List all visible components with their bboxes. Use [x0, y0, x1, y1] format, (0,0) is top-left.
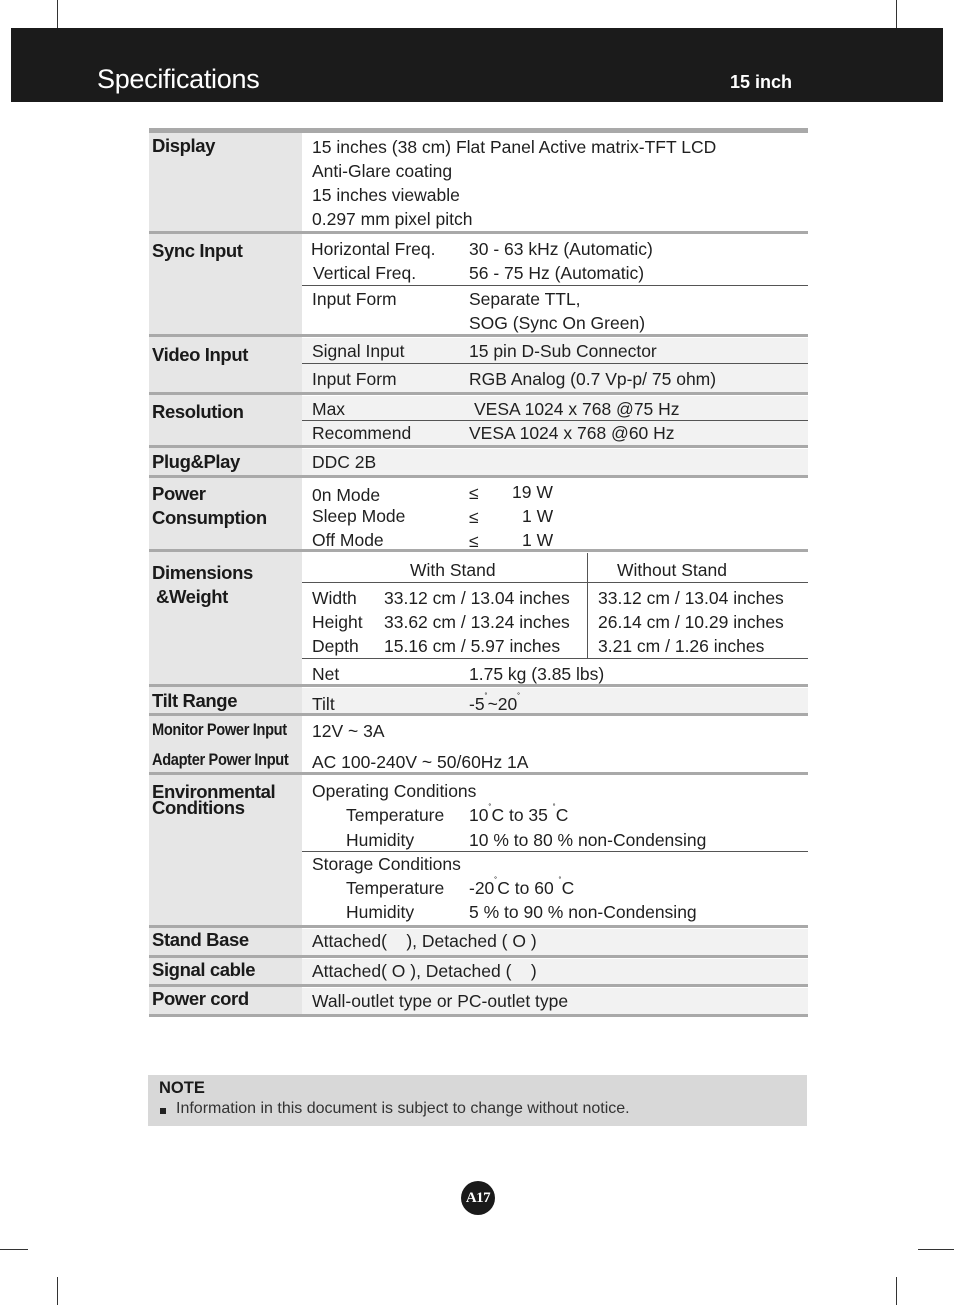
row-divider: [149, 128, 808, 133]
row-divider: [149, 475, 808, 478]
note-title: NOTE: [159, 1079, 205, 1097]
row-divider: [149, 955, 808, 958]
row-label-display: Display: [152, 135, 216, 156]
sync-v-value: 56 - 75 Hz (Automatic): [469, 263, 645, 283]
dim-width-key: Width: [312, 588, 357, 608]
sync-h-value: 30 - 63 kHz (Automatic): [469, 239, 653, 259]
inner-divider: [302, 851, 808, 852]
dim-width-without: 33.12 cm / 13.04 inches: [598, 588, 784, 608]
video-form-key: Input Form: [312, 369, 397, 389]
resolution-max-value: VESA 1024 x 768 @75 Hz: [474, 399, 680, 419]
adapter-power-value: AC 100-240V ~ 50/60Hz 1A: [312, 752, 529, 772]
sync-h-key: Horizontal Freq.: [311, 239, 436, 259]
row-label-power-consumption: Power: [152, 483, 206, 504]
resolution-rec-value: VESA 1024 x 768 @60 Hz: [469, 423, 675, 443]
row-label-tilt-range: Tilt Range: [152, 690, 238, 711]
power-sleep-symbol: ≤: [469, 507, 479, 527]
page-title: Specifications: [97, 64, 260, 94]
crop-mark: [57, 0, 58, 28]
model-size: 15 inch: [730, 72, 793, 92]
sync-form-key: Input Form: [312, 289, 397, 309]
inner-divider: [302, 582, 808, 583]
resolution-rec-key: Recommend: [312, 423, 412, 443]
signal-cable-value: Attached( O ), Detached ( ): [312, 961, 537, 981]
storage-conditions-title: Storage Conditions: [312, 854, 461, 874]
crop-mark: [896, 0, 897, 28]
resolution-max-key: Max: [312, 399, 346, 419]
bullet-icon: [160, 1108, 166, 1114]
display-line: 0.297 mm pixel pitch: [312, 209, 473, 229]
row-divider: [149, 392, 808, 395]
with-stand-header: With Stand: [410, 560, 496, 580]
dim-depth-key: Depth: [312, 636, 359, 656]
power-on-key: 0n Mode: [312, 485, 381, 505]
value-bg: [302, 688, 808, 713]
inner-divider: [302, 420, 808, 421]
net-weight-key: Net: [312, 664, 340, 684]
plug-play-value: DDC 2B: [312, 452, 377, 472]
sync-v-key: Vertical Freq.: [313, 263, 417, 283]
dim-width-with: 33.12 cm / 13.04 inches: [384, 588, 570, 608]
row-label-plug-play: Plug&Play: [152, 451, 240, 472]
row-label-power-cord: Power cord: [152, 988, 249, 1009]
row-label-resolution: Resolution: [152, 401, 244, 422]
crop-mark: [918, 1249, 954, 1250]
header-bar: [11, 28, 943, 102]
note-text: Information in this document is subject to change without notice.: [176, 1100, 630, 1117]
dim-height-without: 26.14 cm / 10.29 inches: [598, 612, 784, 632]
row-divider: [149, 925, 808, 928]
row-label-environmental: Environmental: [152, 781, 276, 802]
op-humidity-value: 10 % to 80 % non-Condensing: [469, 830, 707, 850]
st-temp-key: Temperature: [346, 878, 445, 898]
sync-form-value: SOG (Sync On Green): [469, 313, 646, 333]
power-sleep-value: 1 W: [522, 506, 554, 526]
inner-divider: [302, 658, 808, 659]
dim-depth-without: 3.21 cm / 1.26 inches: [598, 636, 765, 656]
power-off-value: 1 W: [522, 530, 554, 550]
row-label-signal-cable: Signal cable: [152, 959, 256, 980]
video-form-value: RGB Analog (0.7 Vp-p/ 75 ohm): [469, 369, 717, 389]
value-bg: [302, 449, 808, 475]
stand-base-value: Attached( ), Detached ( O ): [312, 931, 537, 951]
crop-mark: [896, 1277, 897, 1305]
op-temp-key: Temperature: [346, 805, 445, 825]
monitor-power-value: 12V ~ 3A: [312, 721, 385, 741]
row-divider: [149, 445, 808, 448]
row-label-dimensions: &Weight: [156, 586, 228, 607]
st-temp-value: -20˚C to 60 ˚C: [469, 876, 575, 898]
dim-depth-with: 15.16 cm / 5.97 inches: [384, 636, 561, 656]
dim-height-key: Height: [312, 612, 363, 632]
inner-divider: [302, 363, 808, 364]
display-line: 15 inches viewable: [312, 185, 460, 205]
row-divider: [149, 231, 808, 234]
power-off-symbol: ≤: [469, 531, 479, 551]
crop-mark: [0, 1249, 28, 1250]
net-weight-value: 1.75 kg (3.85 lbs): [469, 664, 605, 684]
power-off-key: Off Mode: [312, 530, 384, 550]
display-line: 15 inches (38 cm) Flat Panel Active matrix-TFT LCD: [312, 137, 717, 157]
dim-height-with: 33.62 cm / 13.24 inches: [384, 612, 570, 632]
st-humidity-value: 5 % to 90 % non-Condensing: [469, 902, 697, 922]
st-humidity-key: Humidity: [346, 902, 415, 922]
row-label-video-input: Video Input: [152, 344, 248, 365]
power-cord-value: Wall-outlet type or PC-outlet type: [312, 991, 569, 1011]
row-divider: [149, 1014, 808, 1017]
tilt-value: -5˚~20˚: [469, 692, 521, 714]
row-label-dimensions: Dimensions: [152, 562, 253, 583]
crop-mark: [57, 1277, 58, 1305]
row-label-monitor-power-input: Monitor Power Input: [152, 720, 287, 739]
display-line: Anti-Glare coating: [312, 161, 453, 181]
tilt-key: Tilt: [312, 694, 335, 714]
row-label-environmental: Conditions: [152, 797, 245, 818]
video-signal-value: 15 pin D-Sub Connector: [469, 341, 657, 361]
power-sleep-key: Sleep Mode: [312, 506, 406, 526]
op-humidity-key: Humidity: [346, 830, 415, 850]
row-label-adapter-power-input: Adapter Power Input: [152, 750, 289, 769]
row-label-stand-base: Stand Base: [152, 929, 249, 950]
operating-conditions-title: Operating Conditions: [312, 781, 477, 801]
power-on-value: 19 W: [512, 482, 553, 502]
without-stand-header: Without Stand: [617, 560, 727, 580]
row-divider: [149, 334, 808, 337]
column-divider: [587, 553, 588, 658]
row-label-power-consumption: Consumption: [152, 507, 267, 528]
row-divider: [149, 984, 808, 987]
power-on-symbol: ≤: [469, 483, 479, 503]
video-signal-key: Signal Input: [312, 341, 405, 361]
row-label-sync-input: Sync Input: [152, 240, 243, 261]
inner-divider: [302, 285, 808, 286]
page-number: A17: [461, 1181, 495, 1215]
note-box: [148, 1075, 807, 1126]
sync-form-value: Separate TTL,: [469, 289, 581, 309]
op-temp-value: 10˚C to 35 ˚C: [469, 803, 569, 825]
